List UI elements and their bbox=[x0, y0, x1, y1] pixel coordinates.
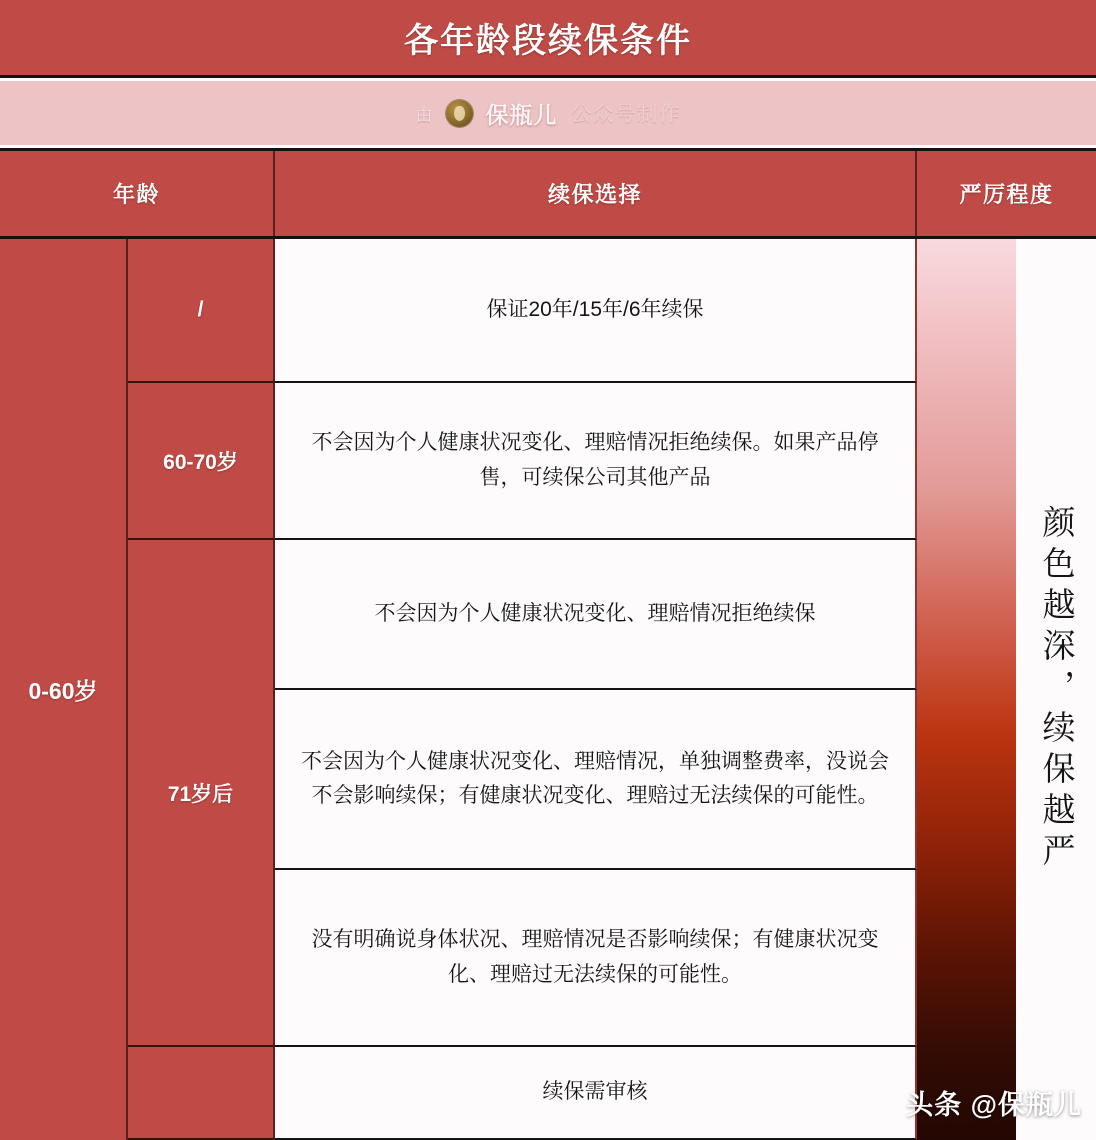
column-header-severity: 严厉程度 bbox=[917, 151, 1096, 236]
renewal-choice-cell: 不会因为个人健康状况变化、理赔情况拒绝续保 bbox=[275, 540, 917, 690]
column-header-age: 年龄 bbox=[0, 151, 275, 236]
sub-age-column bbox=[128, 239, 275, 1140]
renewal-choice-column bbox=[275, 239, 917, 1140]
age-group-cell: 0-60岁 bbox=[0, 239, 128, 1140]
sub-age-cell: 60-70岁 bbox=[128, 383, 275, 540]
column-header-choice: 续保选择 bbox=[275, 151, 917, 236]
sub-age-cell: 71岁后 bbox=[128, 540, 275, 1047]
renewal-choice-cell: 不会因为个人健康状况变化、理赔情况拒绝续保。如果产品停售，可续保公司其他产品 bbox=[275, 383, 917, 540]
table-header-row bbox=[0, 148, 1096, 239]
table-body bbox=[0, 239, 1096, 1140]
credit-suffix: 公众号制作 bbox=[570, 103, 681, 126]
severity-column bbox=[917, 239, 1096, 1140]
credit-account-name: 保瓶儿 bbox=[485, 101, 558, 128]
renewal-choice-cell: 保证20年/15年/6年续保 bbox=[275, 239, 917, 383]
severity-caption: 颜色越深，续保越严 bbox=[1016, 239, 1096, 1140]
sub-age-cell: / bbox=[128, 239, 275, 383]
severity-gradient-bar bbox=[917, 239, 1016, 1140]
sub-age-cell bbox=[128, 1047, 275, 1140]
title-band bbox=[0, 0, 1096, 78]
credit-band bbox=[0, 81, 1096, 145]
round-avatar-icon bbox=[446, 100, 473, 127]
page-title: 各年龄段续保条件 bbox=[404, 22, 692, 60]
renewal-choice-cell: 续保需审核 bbox=[275, 1047, 917, 1140]
credit-by-label: 由 bbox=[415, 105, 433, 125]
watermark: 头条 @保瓶儿 bbox=[906, 1090, 1082, 1120]
renewal-choice-cell: 没有明确说身体状况、理赔情况是否影响续保；有健康状况变化、理赔过无法续保的可能性。 bbox=[275, 870, 917, 1047]
renewal-choice-cell: 不会因为个人健康状况变化、理赔情况，单独调整费率，没说会不会影响续保；有健康状况变化、理赔过无法续保的可能性。 bbox=[275, 690, 917, 870]
